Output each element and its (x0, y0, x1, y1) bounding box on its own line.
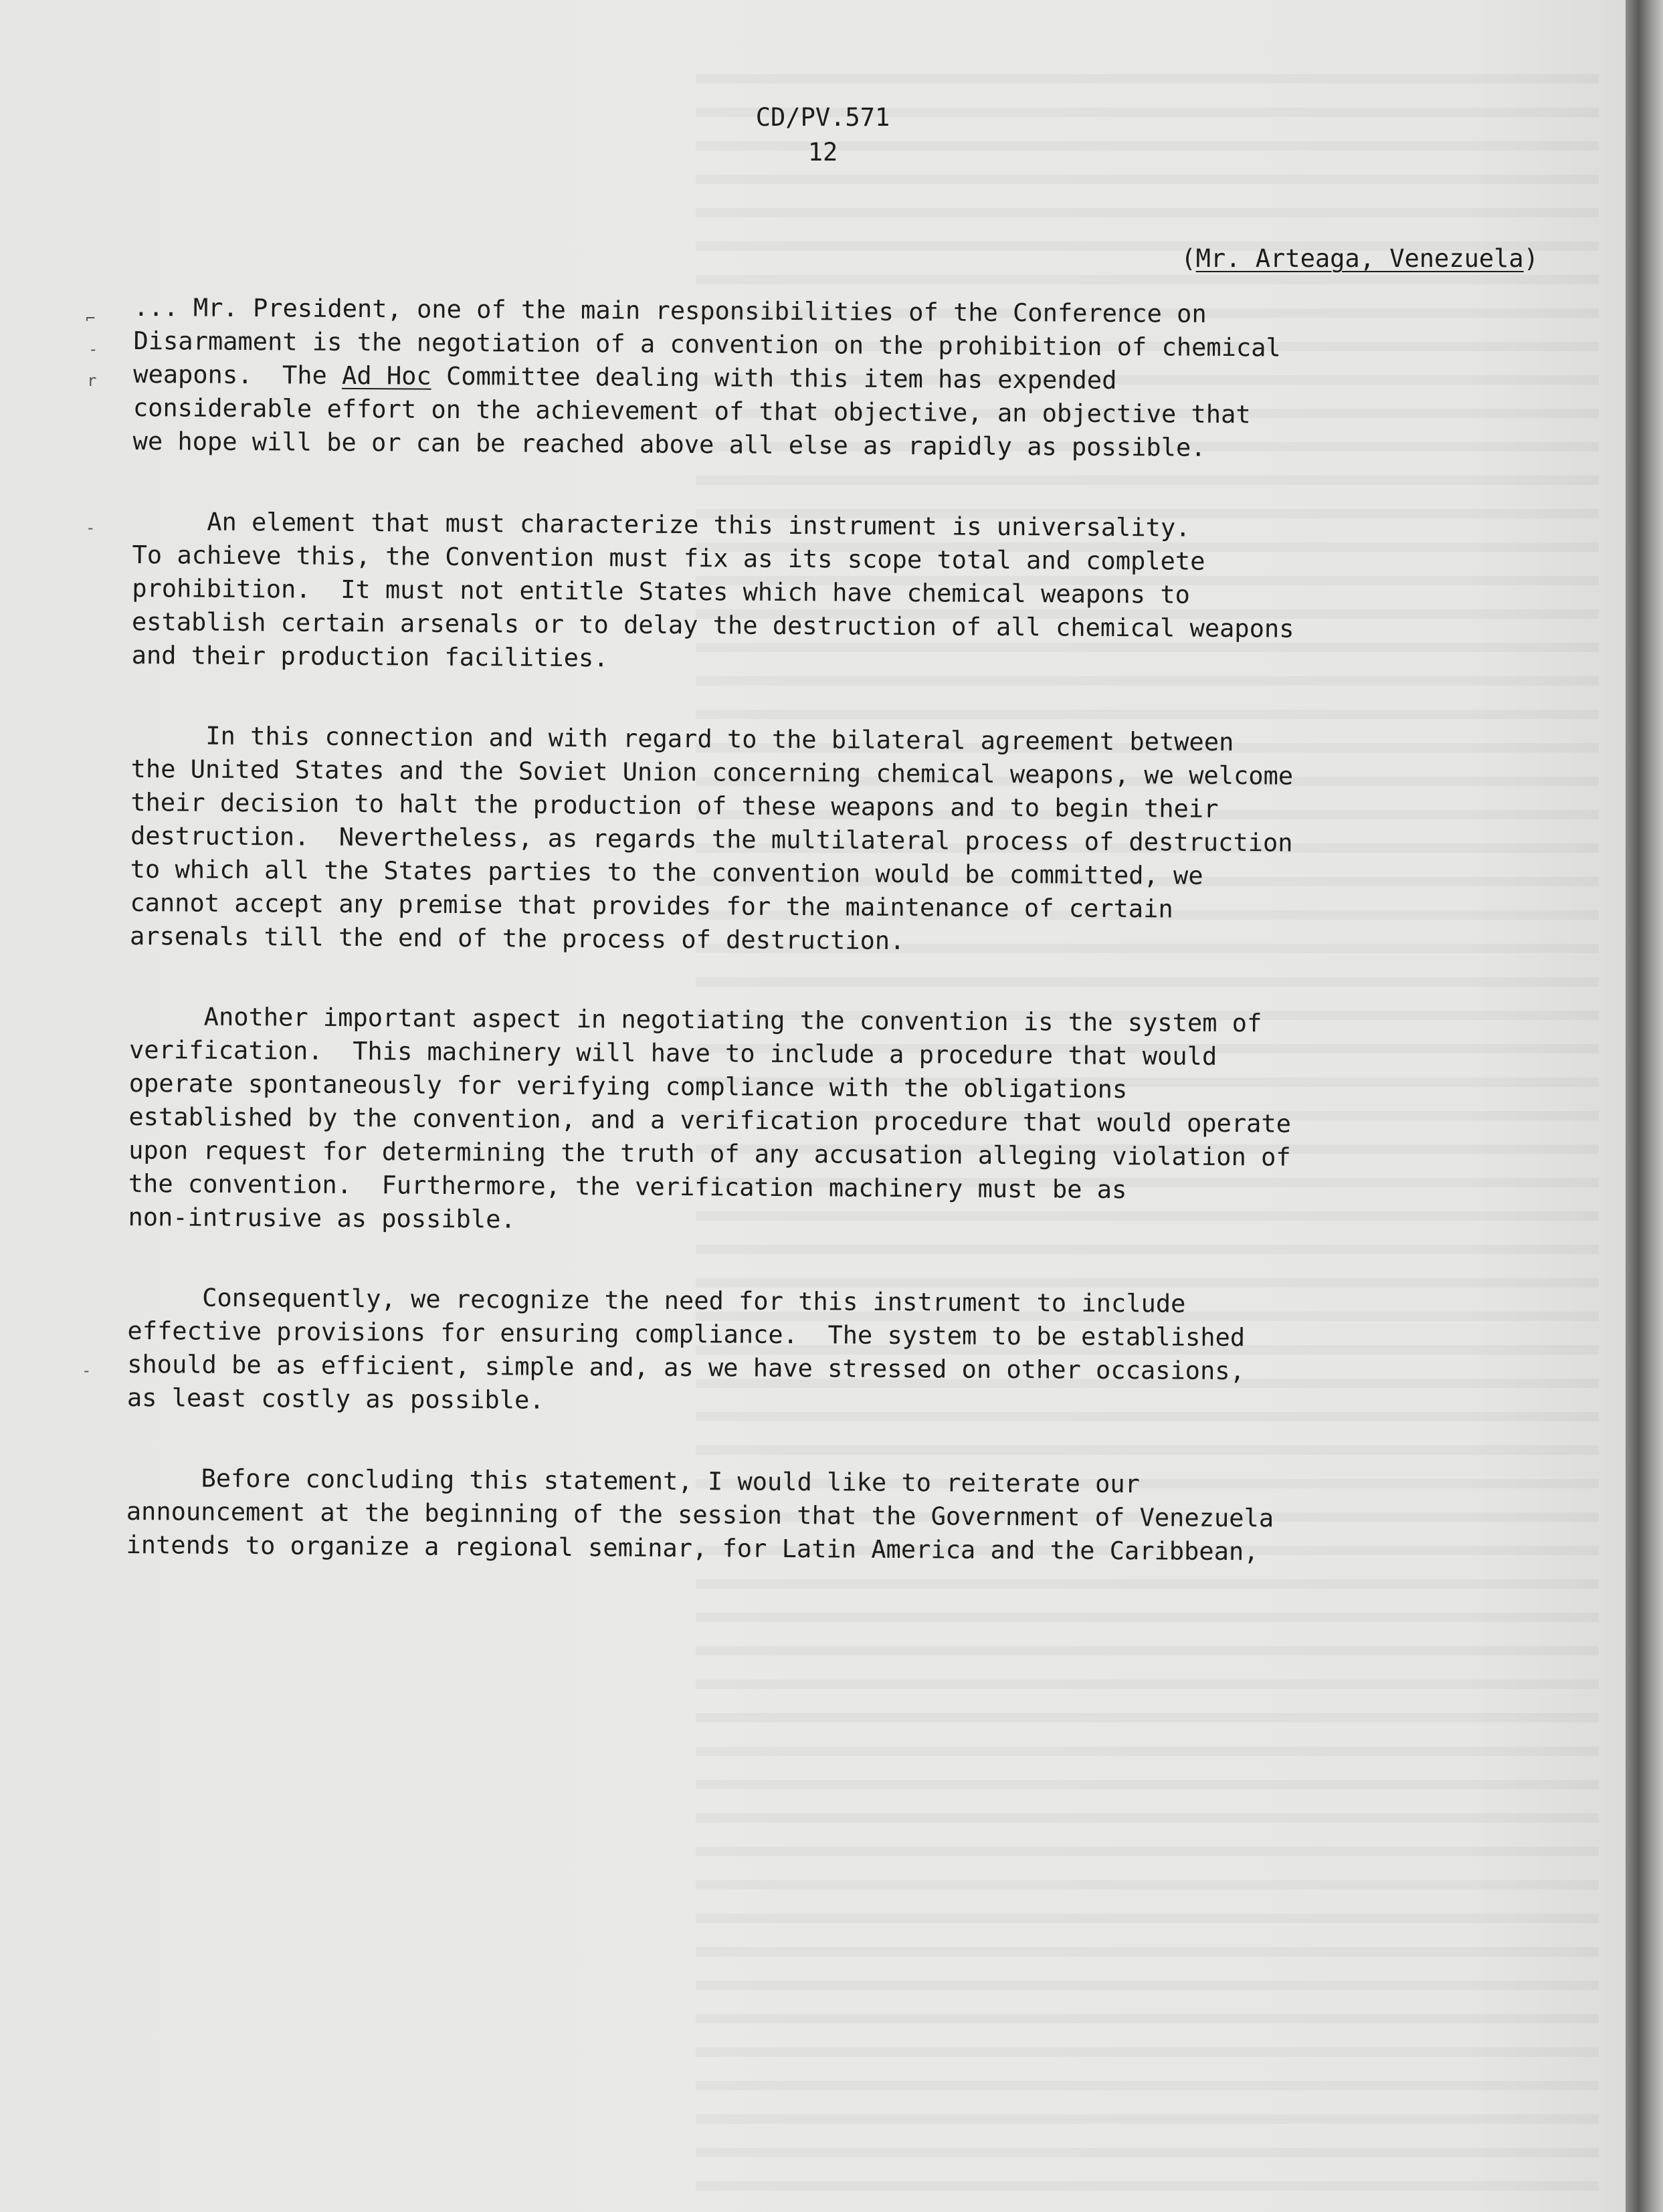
document-id: CD/PV.571 (755, 103, 890, 132)
margin-mark: - (88, 340, 98, 359)
text-line: operate spontaneously for verifying compliance with the obligations (128, 1068, 1128, 1104)
text-line: announcement at the beginning of the session that the Government of Venezuela (126, 1496, 1274, 1533)
text-line: the convention. Furthermore, the verification machinery must be as (128, 1169, 1127, 1205)
text-line: and their production facilities. (131, 640, 609, 673)
text-line: we hope will be or can be reached above all else as rapidly as possible. (132, 426, 1206, 462)
text-line: established by the convention, and a verification procedure that would operate (128, 1102, 1292, 1138)
text-line: intends to organize a regional seminar, for Latin America and the Caribbean, (126, 1530, 1259, 1567)
paragraph (126, 1462, 1504, 1571)
text-line: establish certain arsenals or to delay the destruction of all chemical weapons (131, 607, 1294, 643)
paragraph (132, 505, 1510, 681)
text-line: effective provisions for ensuring compliance. The system to be established (127, 1316, 1246, 1352)
text-line: Another important aspect in negotiating the convention is the system of (129, 1001, 1262, 1038)
text-line: non-intrusive as possible. (128, 1202, 516, 1234)
text-line: as least costly as possible. (126, 1383, 545, 1415)
margin-mark: r (87, 371, 97, 390)
text-line: prohibition. It must not entitle States which have chemical weapons to (132, 573, 1190, 609)
text-line: considerable effort on the achievement of that objective, an objective that (132, 393, 1251, 429)
page-header (682, 100, 963, 170)
text-line: their decision to halt the production of these weapons and to begin their (130, 787, 1219, 823)
text-line: destruction. Nevertheless, as regards the multilateral process of destruction (130, 821, 1293, 858)
speaker-close-paren: ) (1523, 244, 1539, 273)
underlined-term: Ad Hoc (341, 361, 431, 391)
text-line: should be as efficient, simple and, as we have stressed on other occasions, (127, 1349, 1246, 1386)
speaker-open-paren: ( (1181, 244, 1196, 273)
text-line: Disarmament is the negotiation of a convention on the prohibition of chemical (133, 326, 1281, 363)
margin-mark: - (86, 518, 96, 537)
speaker-attribution (1070, 244, 1539, 273)
text-line: In this connection and with regard to the bilateral agreement between (130, 720, 1234, 757)
statement-body (126, 291, 1512, 1617)
text-line: verification. This machinery will have to include a procedure that would (128, 1035, 1217, 1071)
text-run: Committee dealing with this item has expended (431, 361, 1117, 395)
text-line: cannot accept any premise that provides for the maintenance of certain (130, 888, 1173, 924)
text-run: weapons. The (133, 359, 343, 390)
text-line: Consequently, we recognize the need for this instrument to include (127, 1282, 1186, 1318)
text-line: the United States and the Soviet Union concerning chemical weapons, we welcome (130, 754, 1294, 791)
speaker-name: Mr. Arteaga, Venezuela (1195, 244, 1524, 273)
text-line: to which all the States parties to the convention would be committed, we (130, 854, 1203, 890)
page-number: 12 (807, 138, 838, 167)
paragraph (132, 291, 1511, 467)
text-line: ... Mr. President, one of the main responsibilities of the Conference on (133, 292, 1207, 328)
page-edge-shadow (1626, 0, 1663, 2212)
margin-mark: ⌐ (86, 309, 96, 328)
text-line: To achieve this, the Convention must fix as its scope total and complete (132, 540, 1205, 576)
paragraph (127, 1281, 1506, 1423)
paragraph (128, 1000, 1507, 1243)
text-line: upon request for determining the truth of any accusation alleging violation of (128, 1135, 1291, 1172)
paragraph (130, 719, 1509, 962)
text-line: arsenals till the end of the process of destruction. (129, 921, 905, 956)
margin-mark: - (82, 1361, 92, 1380)
text-line: An element that must characterize this instrument is universality. (132, 506, 1191, 542)
text-line: Before concluding this statement, I would like to reiterate our (126, 1463, 1141, 1499)
